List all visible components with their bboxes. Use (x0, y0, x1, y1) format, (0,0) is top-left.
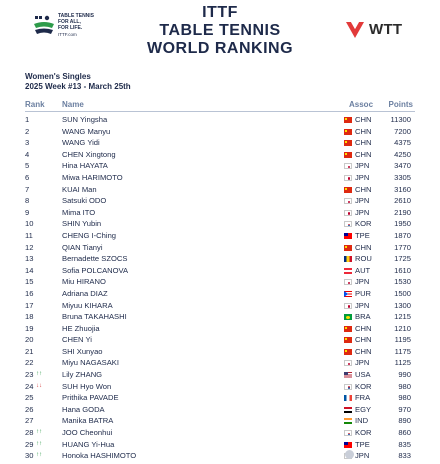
ittf-tagline-3: FOR LIFE. (58, 25, 83, 32)
player-name: SHI Xunyao (62, 346, 103, 356)
title-world-ranking: WORLD RANKING (146, 40, 294, 57)
table-row (25, 242, 415, 254)
points-cell: 3305 (394, 172, 411, 182)
player-name: SUN Yingsha (62, 115, 108, 124)
flag-chn-icon (344, 245, 352, 251)
header-divider (25, 111, 415, 112)
player-name: Sofia POLCANOVA (62, 265, 129, 275)
points-cell: 1530 (394, 277, 411, 287)
player-name: Lily ZHANG (62, 370, 103, 380)
ranking-table (25, 114, 415, 462)
flag-jpn-icon (344, 210, 352, 216)
assoc-cell: CHN (355, 138, 372, 148)
player-name: Miu HIRANO (62, 277, 106, 287)
assoc-cell: KOR (355, 381, 372, 391)
wtt-logo-icon (345, 20, 365, 40)
assoc-cell: CHN (355, 115, 372, 124)
rank-cell: 23 (25, 370, 34, 380)
watermark (345, 449, 440, 461)
rank-cell: 22 (25, 358, 34, 368)
assoc-cell: JPN (355, 358, 370, 368)
flag-chn-icon (344, 152, 352, 158)
rank-cell: 18 (25, 312, 34, 322)
points-cell: 890 (398, 416, 411, 426)
flag-kor-icon (344, 430, 352, 436)
table-row (25, 230, 415, 242)
table-row (25, 126, 415, 138)
flag-kor-icon (344, 384, 352, 390)
assoc-cell: AUT (355, 265, 371, 275)
assoc-cell: CHN (355, 126, 372, 136)
table-row (25, 334, 415, 346)
flag-pur-icon (344, 291, 352, 297)
points-cell: 1870 (394, 230, 411, 240)
flag-kor-icon (344, 221, 352, 227)
player-name: CHENG I-Ching (62, 230, 117, 240)
rank-cell: 30 (25, 451, 34, 461)
rank-cell: 15 (25, 277, 34, 287)
rank-cell: 25 (25, 393, 34, 403)
points-cell: 1300 (394, 300, 411, 310)
flag-jpn-icon (344, 303, 352, 309)
player-name: WANG Yidi (62, 138, 100, 148)
player-name: HE Zhuojia (62, 323, 100, 333)
assoc-cell: PUR (355, 288, 372, 298)
table-row (25, 346, 415, 358)
column-header-assoc: Assoc (349, 100, 374, 109)
assoc-cell: CHN (355, 335, 372, 345)
flag-jpn-icon (344, 198, 352, 204)
rank-cell: 10 (25, 219, 34, 229)
assoc-cell: KOR (355, 219, 372, 229)
points-cell: 1950 (394, 219, 411, 229)
player-name: SUH Hyo Won (62, 381, 112, 391)
player-name: Adriana DIAZ (62, 288, 108, 298)
player-name: Hina HAYATA (62, 161, 108, 171)
flag-tpe-icon (344, 233, 352, 239)
table-row (25, 288, 415, 300)
player-name: Bruna TAKAHASHI (62, 312, 127, 322)
points-cell: 1195 (394, 335, 411, 345)
title-ittf: ITTF (202, 4, 238, 21)
table-row (25, 404, 415, 416)
assoc-cell: EGY (355, 404, 372, 414)
rank-cell: 3 (25, 138, 30, 148)
table-row (25, 381, 415, 393)
ranking-week: 2025 Week #13 - March 25th (25, 82, 131, 91)
assoc-cell: USA (355, 370, 371, 380)
player-name: Mima ITO (62, 207, 96, 217)
rank-cell: 9 (25, 207, 30, 217)
rank-cell: 27 (25, 416, 34, 426)
rank-cell: 8 (25, 196, 30, 206)
ittf-tagline-4: ITTF.com (58, 31, 77, 37)
flag-ind-icon (344, 418, 352, 424)
table-row (25, 149, 415, 161)
rank-change-up-icon: ↑↑ (36, 452, 42, 459)
flag-fra-icon (344, 395, 352, 401)
assoc-cell: CHN (355, 346, 372, 356)
points-cell: 4375 (394, 138, 411, 148)
rank-cell: 21 (25, 346, 34, 356)
flag-bra-icon (344, 314, 352, 320)
assoc-cell: BRA (355, 312, 371, 322)
rank-cell: 28 (25, 428, 34, 438)
player-name: CHEN Xingtong (62, 149, 116, 159)
assoc-cell: TPE (355, 439, 370, 449)
rank-cell: 26 (25, 404, 34, 414)
points-cell: 1210 (394, 323, 411, 333)
ittf-tagline-1: TABLE TENNIS (58, 13, 95, 19)
ranking-subheader (25, 72, 131, 92)
flag-chn-icon (344, 337, 352, 343)
points-cell: 11300 (390, 115, 411, 124)
points-cell: 1500 (394, 288, 411, 298)
assoc-cell: CHN (355, 242, 372, 252)
flag-egy-icon (344, 407, 352, 413)
points-cell: 3470 (394, 161, 411, 171)
flag-usa-icon (344, 372, 352, 378)
points-cell: 1175 (394, 346, 411, 356)
player-name: SHIN Yubin (62, 219, 102, 229)
player-name: WANG Manyu (62, 126, 111, 136)
points-cell: 835 (398, 439, 411, 449)
flag-jpn-icon (344, 360, 352, 366)
table-row (25, 369, 415, 381)
points-cell: 980 (398, 381, 411, 391)
wtt-logo (345, 20, 425, 40)
column-header-rank: Rank (25, 100, 45, 109)
assoc-cell: CHN (355, 149, 372, 159)
title-table-tennis: TABLE TENNIS (159, 22, 281, 39)
points-cell: 3160 (394, 184, 411, 194)
player-name: KUAI Man (62, 184, 97, 194)
flag-jpn-icon (344, 279, 352, 285)
rank-change-up-icon: ↑↑ (36, 440, 42, 447)
points-cell: 990 (398, 370, 411, 380)
player-name: JOO Cheonhui (62, 428, 113, 438)
assoc-cell: JPN (355, 207, 370, 217)
points-cell: 1770 (394, 242, 411, 252)
rank-cell: 4 (25, 149, 30, 159)
rank-cell: 7 (25, 184, 30, 194)
points-cell: 1725 (394, 254, 411, 264)
points-cell: 2610 (394, 196, 411, 206)
table-row (25, 357, 415, 369)
ranking-category: Women's Singles (25, 72, 91, 81)
points-cell: 1215 (394, 312, 411, 322)
rank-change-down-icon: ↓↓ (36, 382, 42, 389)
rank-cell: 12 (25, 242, 34, 252)
points-cell: 833 (398, 451, 411, 461)
player-name: QIAN Tianyi (62, 242, 103, 252)
table-row (25, 311, 415, 323)
rank-cell: 5 (25, 161, 30, 171)
ittf-tagline-2: FOR ALL, (58, 19, 81, 26)
flag-chn-icon (344, 117, 352, 123)
rank-cell: 11 (25, 230, 33, 240)
header (0, 0, 440, 74)
table-row (25, 207, 415, 219)
flag-chn-icon (344, 349, 352, 355)
rank-cell: 29 (25, 439, 34, 449)
table-row (25, 276, 415, 288)
rank-cell: 19 (25, 323, 34, 333)
player-name: Honoka HASHIMOTO (62, 451, 137, 461)
player-name: HUANG Yi-Hua (62, 439, 115, 449)
assoc-cell: CHN (355, 184, 372, 194)
player-name: Miyu NAGASAKI (62, 358, 119, 368)
flag-jpn-icon (344, 175, 352, 181)
table-row (25, 114, 415, 126)
assoc-cell: JPN (355, 300, 370, 310)
points-cell: 980 (398, 393, 411, 403)
player-name: Bernadette SZOCS (62, 254, 128, 264)
rank-cell: 1 (25, 115, 30, 124)
player-name: Prithika PAVADE (62, 393, 119, 403)
table-row (25, 392, 415, 404)
rank-cell: 13 (25, 254, 34, 264)
rank-change-up-icon: ↑↑ (36, 429, 42, 436)
assoc-cell: TPE (355, 230, 370, 240)
points-cell: 1610 (394, 265, 411, 275)
player-name: Satsuki ODO (62, 196, 107, 206)
column-header-points: Points (388, 100, 413, 109)
table-row (25, 172, 415, 184)
rank-cell: 6 (25, 172, 30, 182)
rank-cell: 20 (25, 335, 34, 345)
table-row (25, 265, 415, 277)
assoc-cell: JPN (355, 196, 370, 206)
table-row (25, 218, 415, 230)
points-cell: 970 (398, 404, 411, 414)
player-name: Miyuu KIHARA (62, 300, 113, 310)
watermark-logo-icon (345, 450, 354, 459)
table-row (25, 160, 415, 172)
table-row (25, 323, 415, 335)
table-row (25, 137, 415, 149)
rank-cell: 24 (25, 381, 34, 391)
points-cell: 1125 (394, 358, 411, 368)
assoc-cell: ROU (355, 254, 372, 264)
flag-chn-icon (344, 129, 352, 135)
table-row (25, 427, 415, 439)
rank-change-up-icon: ↑↑ (36, 371, 42, 378)
player-name: Manika BATRA (62, 416, 114, 426)
wtt-logo-text: WTT (369, 21, 403, 38)
player-name: Hana GODA (62, 404, 105, 414)
flag-chn-icon (344, 140, 352, 146)
flag-tpe-icon (344, 442, 352, 448)
rank-cell: 2 (25, 126, 30, 136)
flag-jpn-icon (344, 163, 352, 169)
assoc-cell: JPN (355, 277, 370, 287)
assoc-cell: JPN (355, 161, 370, 171)
points-cell: 7200 (394, 126, 411, 136)
assoc-cell: JPN (355, 451, 370, 461)
flag-rou-icon (344, 256, 352, 262)
table-row (25, 415, 415, 427)
rank-cell: 16 (25, 288, 34, 298)
assoc-cell: KOR (355, 428, 372, 438)
table-row (25, 253, 415, 265)
points-cell: 4250 (394, 149, 411, 159)
table-row (25, 184, 415, 196)
rank-cell: 14 (25, 265, 34, 275)
flag-chn-icon (344, 187, 352, 193)
rank-cell: 17 (25, 300, 34, 310)
flag-chn-icon (344, 326, 352, 332)
points-cell: 2190 (394, 207, 411, 217)
assoc-cell: IND (355, 416, 369, 426)
points-cell: 860 (398, 428, 411, 438)
player-name: CHEN Yi (62, 335, 92, 345)
assoc-cell: JPN (355, 172, 370, 182)
flag-aut-icon (344, 268, 352, 274)
assoc-cell: CHN (355, 323, 372, 333)
column-header-name: Name (62, 100, 84, 109)
table-row (25, 195, 415, 207)
table-row (25, 300, 415, 312)
table-header (25, 100, 415, 111)
assoc-cell: FRA (355, 393, 371, 403)
player-name: Miwa HARIMOTO (62, 172, 123, 182)
